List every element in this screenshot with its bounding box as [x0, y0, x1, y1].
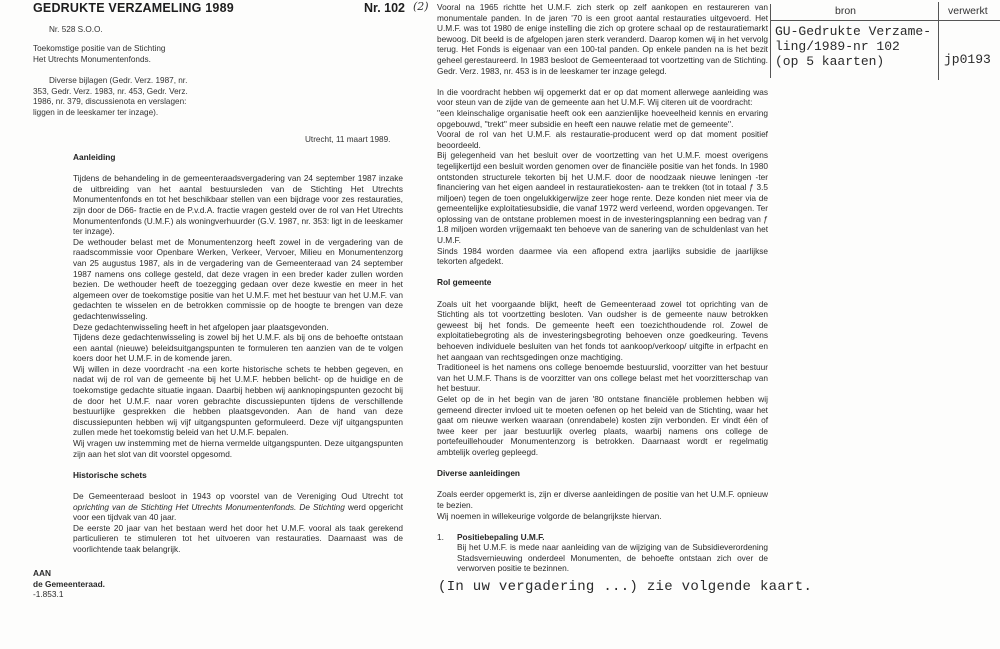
page-marker: (2): [413, 0, 429, 13]
card-source-line-2: ling/1989-nr 102: [775, 39, 900, 54]
paragraph: Wij vragen uw instemming met de hierna vermelde uitgangspunten. Deze uitgangspunten zijn aan het slot van dit voorstel opgesomd.: [73, 438, 403, 459]
left-column: [73, 152, 403, 555]
section-heading-rol-gemeente: Rol gemeente: [437, 277, 492, 288]
card-header-source: bron: [835, 5, 857, 17]
section-heading-diverse-aanleidingen: Diverse aanleidingen: [437, 468, 521, 479]
paragraph: Vooral na 1965 richtte het U.M.F. zich sterk op zelf aankopen en restaureren van monumentale panden. In de jaren '70 is een groot aantal restauraties uitgevoerd. Het U.M.F. was tot 1980 de enige instelling die zich op grotere schaal op de restauratiemarkt bewoog. Dit beeld is de afgelopen jaren sterk veranderd. Daarop komen wij in het vervolg terug. Het Fonds is eigenaar van een 100-tal panden. Op enkele panden na is het bezit geheel gerestaureerd. In 1983 besloot de Gemeenteraad tot voortzetting van de Stichting. Gedr. Verz. 1983, nr. 453 is in de leeskamer ter inzage gelegd.: [437, 2, 768, 76]
quote-paragraph: ''een kleinschalige organisatie heeft ook een aanzienlijke hoeveelheid kennis en ervaring opgebouwd, ''trekt'' meer subsidie en heeft een nauwe relatie met de gemeente''.: [437, 107, 768, 129]
paragraph: In die voordracht hebben wij opgemerkt dat er op dat moment allerwege aanleiding was voor steun van de zijde van de gemeente aan het U.M.F. Wij citeren uit de voordracht:: [437, 86, 768, 108]
reference-number: Nr. 528 S.O.O.: [49, 25, 103, 34]
subject-line-1: Toekomstige positie van de Stichting: [33, 44, 166, 53]
paragraph: Wij willen in deze voordracht -na een korte historische schets te hebben gegeven, en nadat wij de rol van de gemeente bij het U.M.F. hebben belicht- op de huidige en de toekomstige gedachte situatie ingaan. Daarbij hebben wij aanknopingspunten gezocht bij de door het U.M.F. naar voren gebrachte discussiepunten tijdens de verschillende bestuurlijke gesprekken die hebben plaatsgevonden. Aan de hand van deze discussiepunten hebben wij vijf uitgangspunten geformuleerd. Deze vijf uitgangspunten zullen mede het toekomstig beleid van het U.M.F. bepalen.: [73, 363, 403, 438]
section-heading-historische-schets: Historische schets: [73, 469, 147, 480]
list-item-number: 1.: [437, 531, 444, 542]
paragraph: Bij gelegenheid van het besluit over de voortzetting van het U.M.F. moest overigens tegelijkertijd een besluit worden genomen over de financiële positie van het fonds. In 1980 ontstonden structurele tekorten bij het U.M.F. door de noodzaak nieuwe leningen -ter financiering van het eigen aandeel in restauratiekosten- aan te trekken (tot in totaal ƒ 3.5 miljoen) tegen de toen ongelukkigerwijze zeer hoge rente. Deze konden niet meer via de gemeentelijke exploitatiesubsidie, die vanaf 1972 werd verleend, worden opgevangen. Ter oplossing van de ontstane problemen moest in de investeringsplanning een bedrag van ƒ 1.8 miljoen worden vrijgemaakt ten behoeve van de sanering van de schuldenlast van het U.M.F.: [437, 150, 768, 246]
paragraph: Vooral de rol van het U.M.F. als restauratie-producent werd op dat moment positief beoordeeld.: [437, 129, 768, 150]
list-item-heading: Positiebepaling U.M.F.: [457, 531, 545, 542]
place-date: Utrecht, 11 maart 1989.: [305, 135, 391, 144]
paragraph: Wij noemen in willekeurige volgorde de belangrijkste hiervan.: [437, 510, 662, 521]
paragraph: De wethouder belast met de Monumentenzorg heeft zowel in de vergadering van de raadscommissie voor Openbare Werken, Verkeer, Vervoer, Milieu en Monumentenzorg van 25 augustus 1987, als in de vergadering van de Gemeenteraad van 24 september 1987 namens ons college gesteld, dat deze vragen in een breder kader zullen worden bezien. De wethouder heeft de toezegging gedaan over deze kwestie en meer in het algemeen over de toekomstige positie van het U.M.F. met het bestuur van het U.M.F. van gedachten te wisselen en de betrokken commissie op de hoogte te brengen van deze gedachtenwisseling.: [73, 236, 403, 321]
italic-text-run: oprichting van de Stichting Het Utrechts Monumentenfonds. De Stichting: [73, 501, 345, 512]
section-heading-aanleiding: Aanleiding: [73, 152, 116, 162]
card-source-line-3: (op 5 kaarten): [775, 54, 885, 69]
card-processed-code: jp0193: [944, 52, 991, 67]
paragraph: Tijdens de behandeling in de gemeenteraadsvergadering van 24 september 1987 inzake de uitbreiding van het aantal bestuursleden van de Stichting Het Utrechts Monumentenfonds en tot het beschikbaar stellen van een bijdrage voor zes restauraties, zijn door de D66- fractie en de P.v.d.A. fractie vragen gesteld over de rol van Het Utrechts Monumentenfonds (U.M.F.) als woningverhuurder (G.V. 1987, nr. 353: ligt in de leeskamer ter inzage).: [73, 173, 403, 237]
addressee-label: AAN: [33, 568, 51, 578]
paragraph: Deze gedachtenwisseling heeft in het afgelopen jaar plaatsgevonden.: [73, 321, 329, 332]
typed-continuation-note: (In uw vergadering ...) zie volgende kaart.: [438, 579, 813, 595]
subject-line-2: Het Utrechts Monumentenfonds.: [33, 54, 151, 64]
paragraph: Zoals eerder opgemerkt is, zijn er diverse aanleidingen de positie van het U.M.F. opnieuw te bezien.: [437, 489, 768, 510]
right-column: [437, 2, 768, 574]
paragraph: Gelet op de in het begin van de jaren '80 ontstane financiële problemen hebben wij gemeend directer invloed uit te moeten oefenen op het beleid van de Stichting, waar het gaat om nieuwe werken waaraan (onrendabele) kosten zijn verbonden. Er vindt één of twee keer per jaar bestuurlijk overleg plaats, waarbij namens ons college de portefeuillehouder Monumentenzorg is betrokken. Daarnaast wordt er regelmatig ambtelijk overleg gepleegd.: [437, 393, 768, 457]
document-number: Nr. 102: [364, 1, 406, 15]
card-divider-left: [770, 4, 771, 78]
list-item-text: Bij het U.M.F. is mede naar aanleiding van de wijziging van de Subsidieverordening Stadsvernieuwing onderdeel Monumenten, de behoefte ontstaan zich over de verworven positie te bezinnen.: [457, 542, 768, 574]
attachments-note: Diverse bijlagen (Gedr. Verz. 1987, nr. 353, Gedr. Verz. 1983, nr. 453, Gedr. Verz. 1986, nr. 379, discussienota en verslagen: liggen in de leeskamer ter inzage).: [33, 76, 188, 117]
subject: [33, 44, 233, 65]
addressee-block: [33, 568, 105, 600]
document-series-title: GEDRUKTE VERZAMELING 1989: [33, 1, 234, 15]
text-run: werd opgericht voor een tijdvak van 40 jaar.: [73, 501, 404, 523]
paragraph: Tijdens deze gedachtenwisseling is zowel bij het U.M.F. als bij ons de behoefte ontstaan een aantal (nieuwe) beleidsuitgangspunten te formuleren ten aanzien van de te volgen koers door het U.M.F. in de komende jaren.: [73, 332, 403, 364]
card-header-processed: verwerkt: [948, 5, 988, 17]
addressee-name: de Gemeenteraad.: [33, 578, 105, 589]
archive-code: -1.853.1: [33, 589, 64, 600]
paragraph: Traditioneel is het namens ons college benoemde bestuurslid, voorzitter van het bestuur van het U.M.F. Thans is de voorzitter van ons college belast met het voorzitterschap van het bestuur.: [437, 362, 768, 394]
card-divider-middle: [938, 2, 939, 80]
card-source-reference: [775, 24, 931, 69]
paragraph: De eerste 20 jaar van het bestaan werd het door het U.M.F. vooral als taak gerekend particulieren te stimuleren tot het uitvoeren van restauraties. Daarnaast was de voorlichtende taak belangrijk.: [73, 522, 403, 554]
list-item: [437, 532, 768, 574]
paragraph: [73, 491, 403, 523]
card-source-line-1: GU-Gedrukte Verzame-: [775, 24, 932, 39]
card-header-rule: [771, 20, 1000, 21]
paragraph: Sinds 1984 worden daarmee via een aflopend extra jaarlijks subsidie de jaarlijkse tekorten afgedekt.: [437, 245, 768, 267]
paragraph: Zoals uit het voorgaande blijkt, heeft de Gemeenteraad zowel tot oprichting van de Stichting als tot voortzetting besloten. Van oudsher is de gemeente nauw betrokken geweest bij het fonds. De gemeente heeft een toezichthoudende rol. Zowel de exploitatiebegroting als de investeringsbegroting behoeven onze goedkeuring. Tevens behoeven individuele besluiten van het fonds tot aankoop/verkoop/ uitgifte in erfpacht en het aangaan van rechtsgedingen onze machtiging.: [437, 298, 768, 362]
text-run: De Gemeenteraad besloot in 1943 op voorstel van de Vereniging Oud Utrecht tot: [73, 491, 403, 501]
